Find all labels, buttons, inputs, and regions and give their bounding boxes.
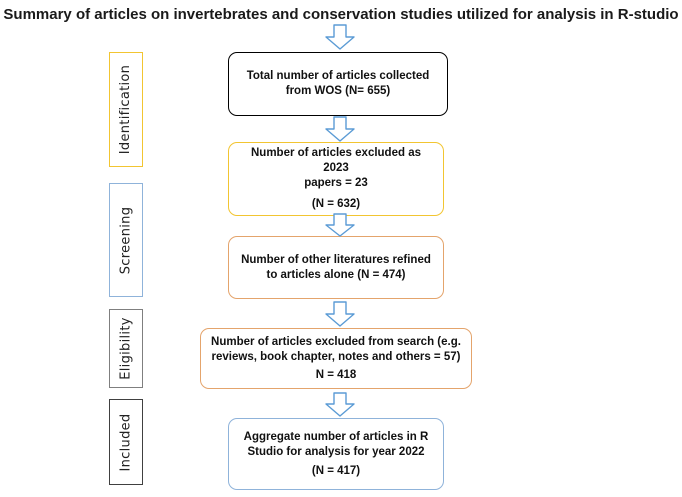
box-excluded-search-line3: N = 418 (315, 368, 357, 381)
stage-included-label: Included (118, 413, 134, 471)
stage-eligibility (109, 309, 143, 388)
box-aggregate-line3: (N = 417) (311, 464, 361, 477)
box-wos-line2: from WOS (N= 655) (285, 85, 391, 97)
down-arrow-icon (324, 301, 356, 327)
box-excluded-search-line1: Number of articles excluded from search (e.g. (211, 335, 461, 348)
box-refined-line2: to articles alone (N = 474) (266, 268, 406, 281)
stage-identification (109, 52, 143, 167)
box-excluded-2023-line1: Number of articles excluded as 2023 (250, 147, 421, 174)
down-arrow-icon (324, 213, 356, 237)
box-excluded-search (200, 328, 472, 389)
box-wos-line1: Total number of articles collected (246, 70, 430, 82)
box-aggregate (228, 418, 444, 490)
box-refined-line1: Number of other literatures refined (241, 253, 431, 266)
stage-screening-label: Screening (118, 206, 134, 274)
box-wos-total (228, 52, 448, 116)
stage-screening (109, 183, 143, 297)
box-aggregate-line2: Studio for analysis for year 2022 (247, 445, 425, 458)
down-arrow-icon (324, 392, 356, 417)
box-excluded-2023-line3: (N = 632) (311, 198, 361, 210)
box-excluded-search-line2: reviews, book chapter, notes and others = 57) (211, 350, 461, 363)
box-excluded-2023 (228, 142, 444, 216)
box-aggregate-line1: Aggregate number of articles in R (243, 430, 429, 443)
box-refined-articles (228, 236, 444, 299)
stage-included (109, 399, 143, 485)
stage-identification-label: Identification (118, 64, 134, 155)
down-arrow-icon (324, 116, 356, 142)
stage-eligibility-label: Eligibility (118, 317, 134, 380)
down-arrow-icon (324, 24, 356, 50)
diagram-title: Summary of articles on invertebrates and conservation studies utilized for analysis in R-studio (3, 6, 679, 23)
box-excluded-2023-line2: papers = 23 (304, 177, 368, 189)
